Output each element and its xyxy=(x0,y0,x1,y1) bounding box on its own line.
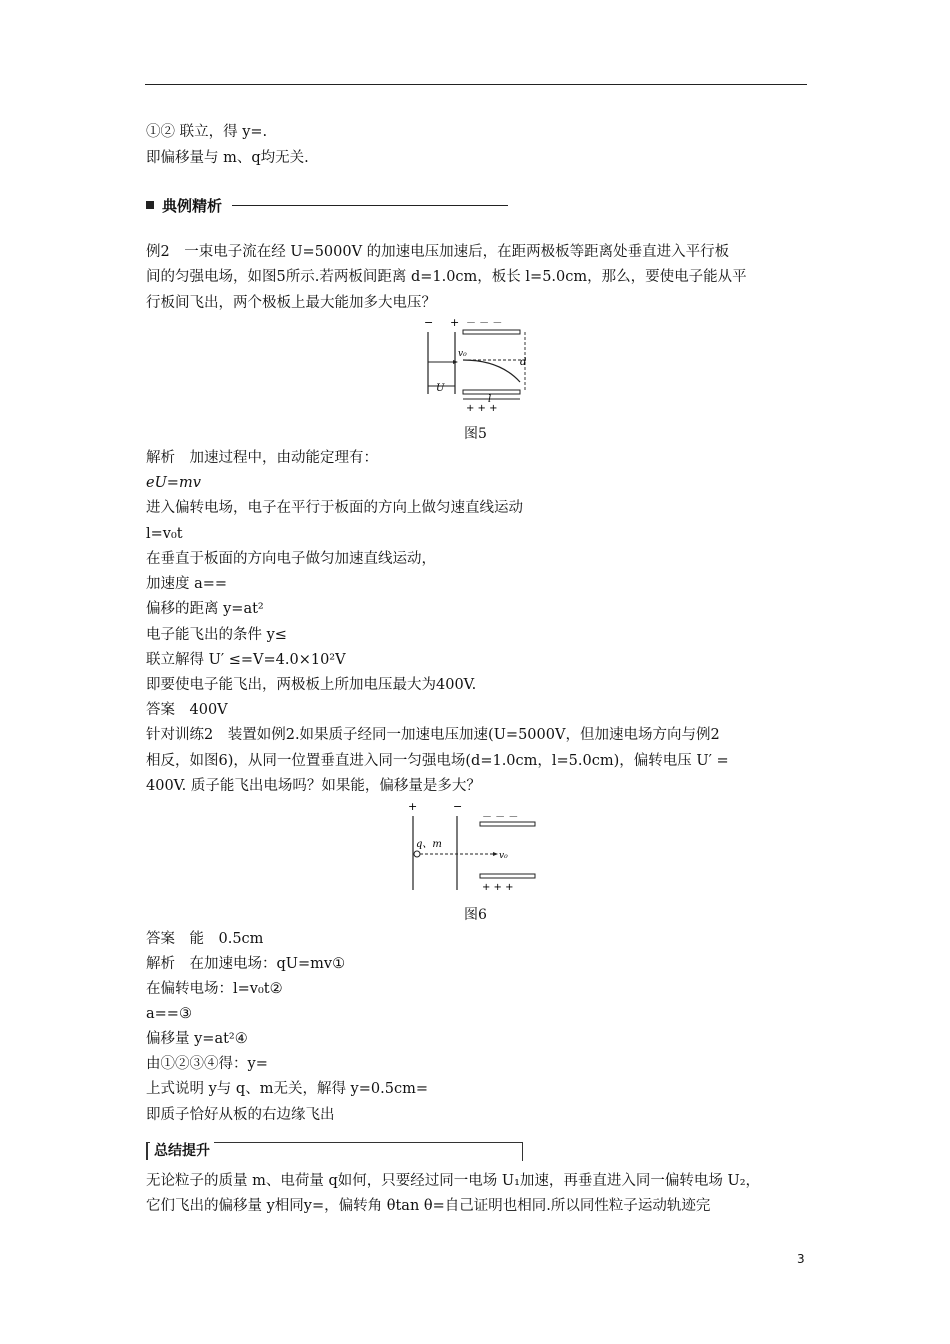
exercise-line: 400V. 质子能飞出电场吗？如果能，偏移量是多大？ xyxy=(146,778,481,794)
example-line: 例2 一束电子流在经 U=5000V 的加速电压加速后，在距两极板等距离处垂直进入平行板 xyxy=(146,244,730,260)
example-line: 行板间飞出，两个极板上最大能加多大电压？ xyxy=(146,295,436,311)
answer-line: a==③ xyxy=(146,1006,192,1022)
fig6-top-signs: － － － xyxy=(482,812,519,823)
fig6-qm-label: q、m xyxy=(416,839,442,850)
answer-line: 偏移量 y=at²④ xyxy=(146,1031,248,1047)
fig5-l-label: l xyxy=(488,394,492,405)
summary-left-bar xyxy=(146,1142,148,1160)
summary-heading xyxy=(146,1142,522,1162)
solution-line: 在垂直于板面的方向电子做匀加速直线运动， xyxy=(146,551,436,567)
summary-line: 它们飞出的偏移量 y相同y=，偏转角 θtan θ=自己证明也相同.所以同性粒子运动轨迹完 xyxy=(146,1198,711,1214)
fig5-v0-label: v₀ xyxy=(458,349,467,359)
exercise-line: 相反，如图6)，从同一位置垂直进入同一匀强电场(d=1.0cm，l=5.0cm)，偏转电压 U′ = xyxy=(146,753,729,769)
solution-line: eU=mv xyxy=(146,475,201,491)
solution-line: 解析 加速过程中，由动能定理有： xyxy=(146,450,378,466)
fig6-bottom-signs: + + + xyxy=(482,882,514,893)
square-bullet-icon xyxy=(146,201,154,209)
answer-line: 由①②③④得：y= xyxy=(146,1056,268,1072)
answer-line: 答案 400V xyxy=(146,702,228,718)
answer-line: 上式说明 y与 q、m无关，解得 y=0.5cm= xyxy=(146,1081,428,1097)
summary-title: 总结提升 xyxy=(150,1140,214,1160)
figure-5-diagram xyxy=(420,318,535,414)
exercise-line: 针对训练2 装置如例2.如果质子经同一加速电压加速(U=5000V，但加速电场方向与例2 xyxy=(146,727,720,743)
answer-line: 即质子恰好从板的右边缘飞出 xyxy=(146,1107,335,1123)
section-title: 典例精析 xyxy=(162,196,223,215)
page-number: 3 xyxy=(797,1252,805,1266)
solution-line: 进入偏转电场，电子在平行于板面的方向上做匀速直线运动 xyxy=(146,500,523,516)
figure-6-caption: 图6 xyxy=(464,907,487,923)
text-line: 即偏移量与 m、q均无关. xyxy=(146,150,309,166)
summary-line: 无论粒子的质量 m、电荷量 q如何，只要经过同一电场 U₁加速，再垂直进入同一偏转电场 U₂， xyxy=(146,1173,761,1189)
solution-line: 联立解得 U′ ≤=V=4.0×10²V xyxy=(146,652,346,668)
header-rule xyxy=(145,84,807,85)
fig5-minus-label: − xyxy=(424,318,434,329)
solution-line: l=v₀t xyxy=(146,526,183,542)
fig5-d-label: d xyxy=(520,357,527,368)
text-line: ①② 联立，得 y=. xyxy=(146,124,268,140)
fig6-plus-label: + xyxy=(408,800,418,813)
fig6-minus-label: − xyxy=(453,800,463,813)
solution-line: 电子能飞出的条件 y≤ xyxy=(146,627,287,643)
answer-line: 在偏转电场：l=v₀t② xyxy=(146,981,283,997)
section-heading xyxy=(146,195,508,215)
fig5-plus-label: + xyxy=(450,318,460,329)
solution-line: 加速度 a== xyxy=(146,576,228,592)
answer-line: 解析 在加速电场：qU=mv① xyxy=(146,956,346,972)
fig5-bottom-signs: + + + xyxy=(466,403,498,414)
fig5-U-label: U xyxy=(436,383,445,394)
solution-line: 偏移的距离 y=at² xyxy=(146,601,264,617)
figure-6-diagram xyxy=(400,800,545,894)
section-rule xyxy=(232,205,508,206)
figure-5-caption: 图5 xyxy=(464,426,487,442)
example-line: 间的匀强电场，如图5所示.若两板间距离 d=1.0cm，板长 l=5.0cm，那么，要使电子能从平 xyxy=(146,269,747,285)
fig5-top-signs: － － － xyxy=(466,318,503,329)
answer-line: 答案 能 0.5cm xyxy=(146,931,264,947)
solution-line: 即要使电子能飞出，两极板上所加电压最大为400V. xyxy=(146,677,477,693)
fig6-v0-label: v₀ xyxy=(499,851,508,861)
